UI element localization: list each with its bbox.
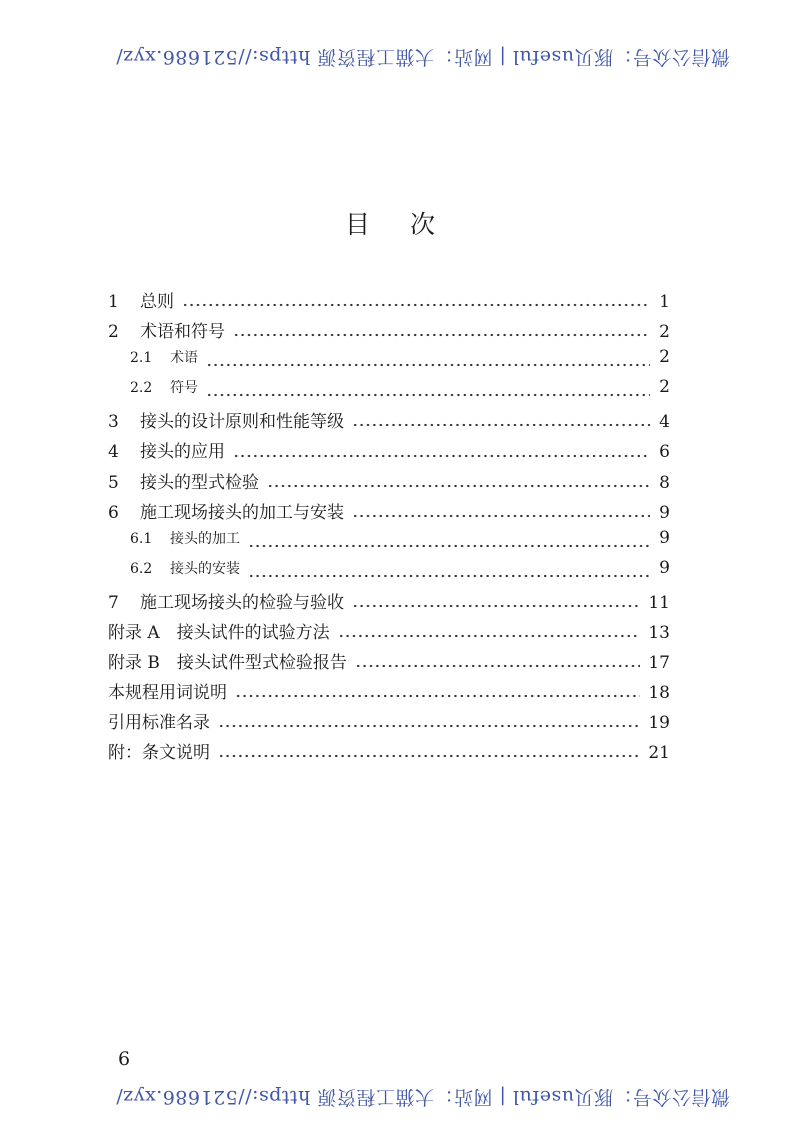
toc-entry-label: 附录 A 接头试件的试验方法 bbox=[108, 623, 330, 644]
toc-entry-number: 1 bbox=[108, 292, 119, 312]
toc-entry[interactable] bbox=[108, 588, 670, 618]
toc-entry-page: 21 bbox=[648, 743, 670, 764]
toc-entry-label: 接头的型式检验 bbox=[140, 472, 259, 493]
toc-entry[interactable] bbox=[108, 407, 670, 437]
toc-entry-page: 8 bbox=[659, 472, 670, 493]
toc-entry-label: 总则 bbox=[140, 292, 174, 312]
dot-leader bbox=[338, 634, 641, 638]
toc-entry[interactable] bbox=[108, 648, 670, 678]
toc-entry-label: 引用标准名录 bbox=[108, 713, 210, 734]
toc-entry-label: 术语 bbox=[170, 350, 198, 367]
dot-leader bbox=[267, 484, 650, 488]
dot-leader bbox=[248, 574, 650, 578]
toc-entry-number: 7 bbox=[108, 592, 119, 613]
dot-leader bbox=[218, 724, 640, 728]
toc-entry-page: 2 bbox=[659, 377, 670, 398]
toc-entry[interactable] bbox=[108, 558, 670, 588]
toc-entry[interactable] bbox=[108, 377, 670, 407]
dot-leader bbox=[182, 303, 650, 307]
toc-entry-number: 3 bbox=[108, 412, 119, 433]
toc-entry-label: 接头的应用 bbox=[140, 442, 225, 463]
toc-entry-page: 18 bbox=[648, 683, 670, 704]
toc-entry-page: 9 bbox=[659, 527, 670, 548]
toc-entry[interactable] bbox=[108, 437, 670, 467]
watermark-bottom: 微信公众号：豚贝useful | 网站：大猫工程资源 https://521686.xyz/ bbox=[115, 1086, 730, 1108]
dot-leader bbox=[218, 754, 640, 758]
toc-entry-label: 接头的设计原则和性能等级 bbox=[140, 412, 344, 433]
toc-entry[interactable] bbox=[108, 618, 670, 648]
toc-entry[interactable] bbox=[108, 317, 670, 347]
toc-entry-page: 2 bbox=[659, 322, 670, 343]
toc-entry-number: 2 bbox=[108, 322, 119, 343]
toc-entry-page: 13 bbox=[648, 623, 670, 644]
toc-entry[interactable] bbox=[108, 347, 670, 377]
toc-entry[interactable] bbox=[108, 287, 670, 317]
toc-entry-number: 6 bbox=[108, 502, 119, 523]
toc-entry-label: 本规程用词说明 bbox=[108, 683, 227, 704]
dot-leader bbox=[233, 333, 650, 337]
toc-entry[interactable] bbox=[108, 708, 670, 738]
toc-entry-number: 2.2 bbox=[130, 380, 153, 397]
toc-entry-page: 19 bbox=[648, 713, 670, 734]
dot-leader bbox=[206, 393, 650, 397]
toc-entry-page: 2 bbox=[659, 347, 670, 368]
dot-leader bbox=[352, 423, 650, 427]
toc-entry-number: 4 bbox=[108, 442, 119, 463]
dot-leader bbox=[355, 664, 640, 668]
toc-entry-number: 5 bbox=[108, 472, 119, 493]
toc-entry-label: 符号 bbox=[170, 380, 198, 397]
toc-entry-label: 附录 B 接头试件型式检验报告 bbox=[108, 653, 347, 674]
toc-entry-label: 施工现场接头的加工与安装 bbox=[140, 502, 344, 523]
toc-entry[interactable] bbox=[108, 468, 670, 498]
toc-entry-page: 11 bbox=[648, 592, 670, 613]
toc-entry-label: 接头的安装 bbox=[170, 560, 240, 577]
toc-entry-number: 6.1 bbox=[130, 530, 153, 547]
dot-leader bbox=[233, 454, 650, 458]
toc-entry[interactable] bbox=[108, 498, 670, 528]
toc-entry[interactable] bbox=[108, 738, 670, 768]
toc-entry-label: 施工现场接头的检验与验收 bbox=[140, 592, 344, 613]
toc-entry-page: 1 bbox=[659, 292, 670, 312]
toc-entry-page: 9 bbox=[659, 502, 670, 523]
page-number: 6 bbox=[118, 1048, 131, 1070]
dot-leader bbox=[352, 514, 650, 518]
page-title: 目次 bbox=[344, 210, 475, 239]
toc-entry[interactable] bbox=[108, 528, 670, 558]
dot-leader bbox=[248, 544, 650, 548]
watermark-top: 微信公众号：豚贝useful | 网站：大猫工程资源 https://521686.xyz/ bbox=[115, 46, 730, 68]
table-of-contents bbox=[108, 287, 670, 769]
toc-entry-label: 接头的加工 bbox=[170, 530, 240, 547]
dot-leader bbox=[206, 363, 650, 367]
dot-leader bbox=[352, 604, 640, 608]
toc-entry-label: 附：条文说明 bbox=[108, 743, 210, 764]
toc-entry-number: 6.2 bbox=[130, 560, 153, 577]
toc-entry[interactable] bbox=[108, 678, 670, 708]
toc-entry-page: 6 bbox=[659, 442, 670, 463]
toc-entry-page: 4 bbox=[659, 412, 670, 433]
toc-entry-label: 术语和符号 bbox=[140, 322, 225, 343]
toc-entry-page: 9 bbox=[659, 557, 670, 578]
toc-entry-number: 2.1 bbox=[130, 350, 153, 367]
toc-entry-page: 17 bbox=[648, 653, 670, 674]
dot-leader bbox=[235, 694, 640, 698]
